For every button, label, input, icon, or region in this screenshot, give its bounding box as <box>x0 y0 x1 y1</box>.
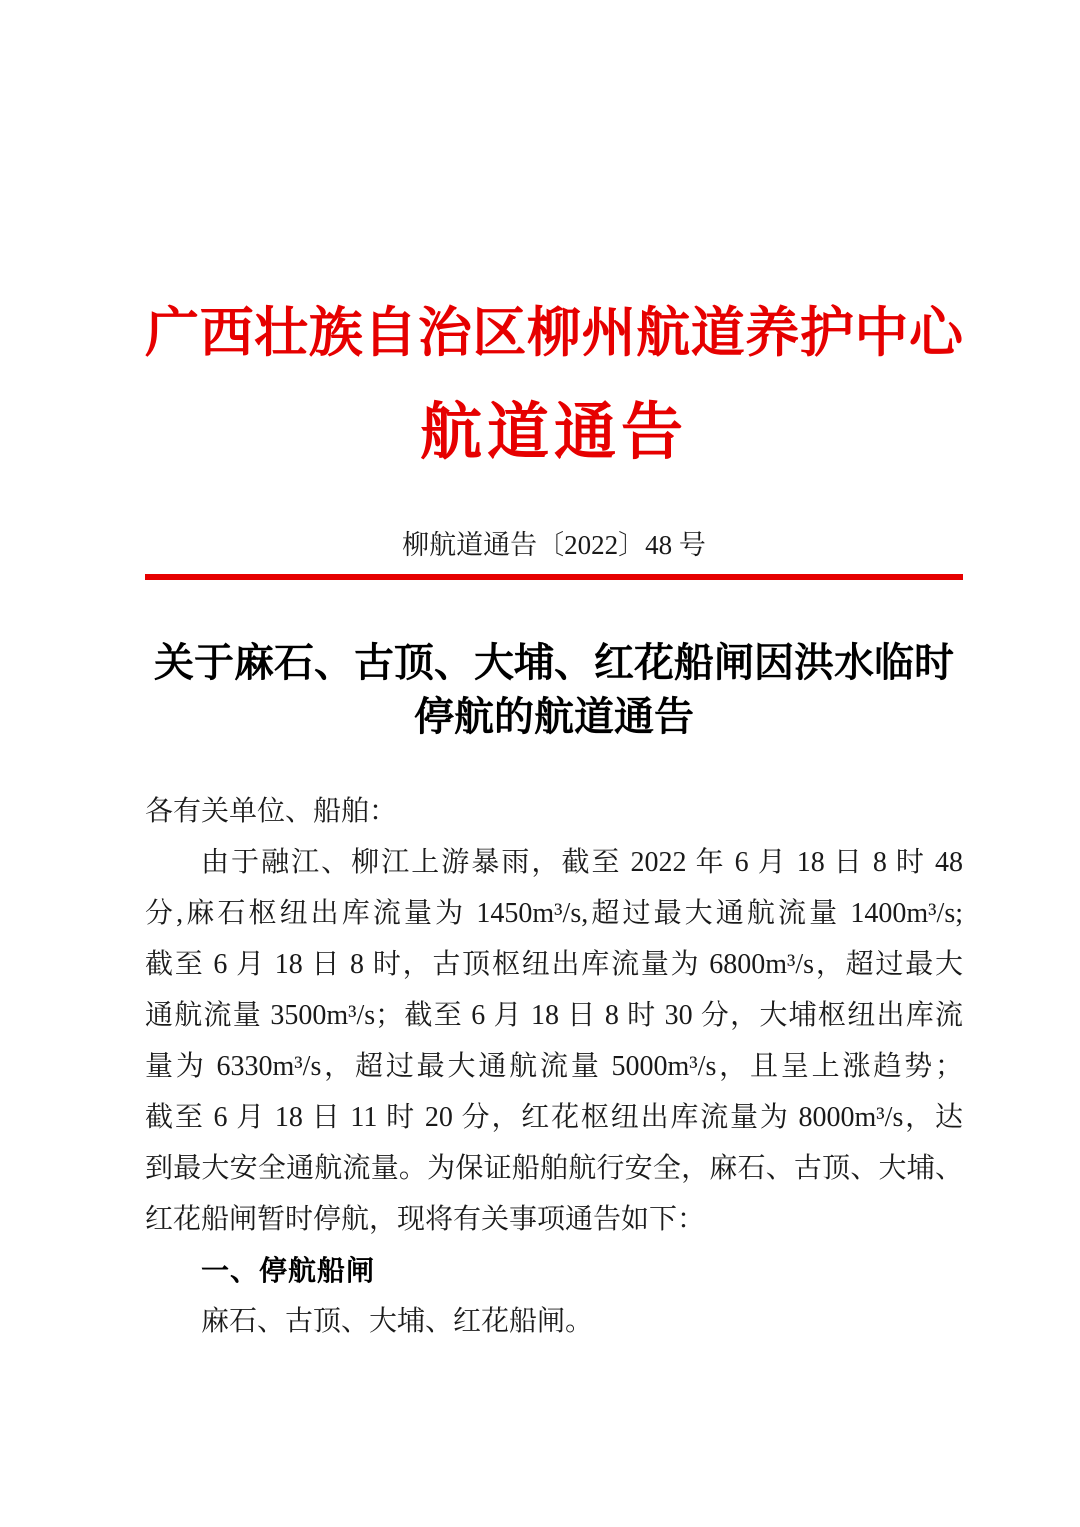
body-line: 截至 6 月 18 日 8 时，古顶枢纽出库流量为 6800m³/s，超过最大 <box>145 949 963 980</box>
body-line: 截至 6 月 18 日 11 时 20 分，红花枢纽出库流量为 8000m³/s，达 <box>145 1102 963 1133</box>
body-line: 分,麻石枢纽出库流量为 1450m³/s,超过最大通航流量 1400m³/s; <box>145 898 963 929</box>
org-title-line1: 广西壮族自治区柳州航道养护中心 <box>145 303 963 363</box>
section1-heading: 一、停航船闸 <box>201 1255 376 1286</box>
section1-body-line: 麻石、古顶、大埔、红花船闸。 <box>201 1306 594 1337</box>
red-divider-rule <box>145 574 963 580</box>
notice-title <box>145 636 963 744</box>
salutation-line: 各有关单位、船舶： <box>145 796 398 827</box>
org-title-line2: 航道通告 <box>419 399 688 467</box>
body-line: 红花船闸暂时停航，现将有关事项通告如下： <box>145 1204 706 1235</box>
notice-title-line2: 停航的航道通告 <box>414 694 694 739</box>
notice-title-line1: 关于麻石、古顶、大埔、红花船闸因洪水临时 <box>154 640 954 685</box>
body-line: 由于融江、柳江上游暴雨，截至 2022 年 6 月 18 日 8 时 48 <box>201 847 963 878</box>
notice-body <box>145 786 963 1347</box>
body-line: 量为 6330m³/s，超过最大通航流量 5000m³/s，且呈上涨趋势； <box>145 1051 963 1082</box>
document-number: 柳航道通告〔2022〕48 号 <box>402 530 706 560</box>
body-line: 到最大安全通航流量。为保证船舶航行安全，麻石、古顶、大埔、 <box>145 1153 963 1184</box>
body-line: 通航流量 3500m³/s；截至 6 月 18 日 8 时 30 分，大埔枢纽出库流 <box>145 1000 963 1031</box>
